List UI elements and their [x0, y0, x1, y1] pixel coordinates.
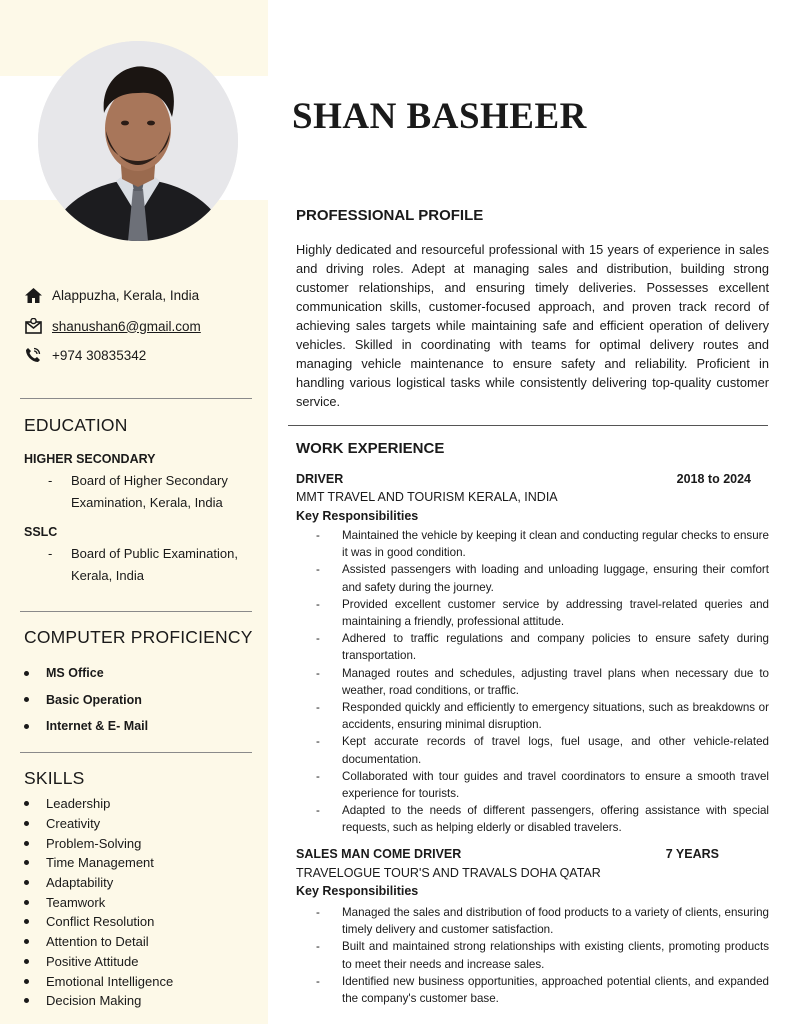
bullet-icon: [24, 860, 29, 865]
responsibility-item: - Identified new business opportunities, approached potential clients, and expanded the company's customer base.: [316, 973, 769, 1007]
key-responsibilities-label: Key Responsibilities: [296, 509, 419, 523]
contact-email[interactable]: [24, 318, 201, 334]
job-header: [296, 472, 751, 486]
computer-heading: COMPUTER PROFICIENCY: [24, 627, 253, 647]
skill-item: [24, 814, 173, 834]
candidate-name: SHAN BASHEER: [292, 96, 587, 137]
skill-item: [24, 932, 173, 952]
responsibility-text: Built and maintained strong relationships with existing clients, promoting products to meet their needs and increase sales.: [342, 940, 769, 971]
skill-label: Leadership: [46, 796, 111, 812]
skill-item: [24, 833, 173, 853]
skill-item: [24, 892, 173, 912]
divider: [20, 611, 252, 612]
job-period: 7 YEARS: [665, 847, 719, 861]
profile-heading: PROFESSIONAL PROFILE: [296, 207, 484, 224]
skill-item: [24, 912, 173, 932]
skill-item: [24, 952, 173, 972]
skill-item: [24, 794, 173, 814]
education-line: Examination, Kerala, India: [71, 495, 223, 510]
education-title: HIGHER SECONDARY: [24, 452, 156, 466]
skills-list: [24, 794, 173, 1011]
responsibility-item: - Maintained the vehicle by keeping it clean and conducting regular checks to ensure it was in good condition.: [316, 527, 769, 561]
responsibility-item: - Built and maintained strong relationships with existing clients, promoting products to meet their needs and increase sales.: [316, 938, 769, 972]
responsibility-text: Maintained the vehicle by keeping it clean and conducting regular checks to ensure it was in good condition.: [342, 529, 769, 560]
bullet-icon: [24, 959, 29, 964]
bullet-icon: [24, 998, 29, 1003]
bullet-icon: [24, 801, 29, 806]
responsibility-item: - Managed routes and schedules, adjusting travel plans when necessary due to weather, road conditions, or traffic.: [316, 665, 769, 699]
contact-phone: [24, 347, 146, 363]
responsibility-text: Kept accurate records of travel logs, fuel usage, and other vehicle-related documentation.: [342, 735, 769, 766]
skill-item: [24, 853, 173, 873]
responsibility-text: Identified new business opportunities, approached potential clients, and expanded the company's customer base.: [342, 974, 769, 1006]
skill-label: Emotional Intelligence: [46, 973, 174, 989]
job-company: MMT TRAVEL AND TOURISM KERALA, INDIA: [296, 490, 558, 504]
bullet-icon: [24, 919, 29, 924]
responsibility-text: Collaborated with tour guides and travel coordinators to ensure a smooth travel experience for tourists.: [342, 769, 769, 801]
list-item: MS Office: [24, 660, 148, 687]
bullet-icon: [24, 821, 29, 826]
home-icon: [24, 287, 42, 303]
education-title: SSLC: [24, 525, 58, 539]
computer-list: [24, 660, 148, 740]
skill-item: [24, 873, 173, 893]
email-link[interactable]: shanushan6@gmail.com: [52, 318, 201, 334]
skill-label: Conflict Resolution: [46, 914, 155, 930]
divider: [20, 398, 252, 399]
job-title: SALES MAN COME DRIVER: [296, 847, 462, 861]
location-text: Alappuzha, Kerala, India: [52, 287, 200, 303]
responsibility-item: - Adhered to traffic regulations and company policies to ensure safety during transportation.: [316, 630, 769, 664]
education-line: Board of Higher Secondary: [71, 473, 228, 488]
responsibility-list: [316, 527, 769, 837]
bullet-icon: [24, 841, 29, 846]
responsibility-item: - Adapted to the needs of different passengers, offering assistance with special requests, such as helping elderly or disabled travelers.: [316, 802, 769, 836]
skills-heading: SKILLS: [24, 768, 85, 788]
skill-label: Decision Making: [46, 993, 142, 1009]
key-responsibilities-label: Key Responsibilities: [296, 884, 419, 898]
responsibility-item: - Managed the sales and distribution of food products to a variety of clients, ensuring timely delivery and customer satisfaction.: [316, 904, 769, 938]
skill-item: [24, 971, 173, 991]
responsibility-item: - Collaborated with tour guides and travel coordinators to ensure a smooth travel experience for tourists.: [316, 768, 769, 802]
responsibility-item: - Provided excellent customer service by addressing travel-related queries and maintaining a friendly, professional attitude.: [316, 596, 769, 630]
job-title: DRIVER: [296, 472, 344, 486]
skill-label: Creativity: [46, 816, 101, 832]
job-company: TRAVELOGUE TOUR'S AND TRAVALS DOHA QATAR: [296, 866, 601, 880]
responsibility-text: Adhered to traffic regulations and company policies to ensure safety during transportation.: [342, 632, 769, 663]
responsibility-text: Assisted passengers with loading and unloading luggage, ensuring their comfort and safety during the journey.: [342, 563, 769, 594]
skill-label: Problem-Solving: [46, 835, 142, 851]
bullet-icon: [24, 900, 29, 905]
responsibility-item: - Assisted passengers with loading and unloading luggage, ensuring their comfort and safety during the journey.: [316, 561, 769, 595]
divider: [20, 752, 252, 753]
list-item: Basic Operation: [24, 687, 148, 714]
phone-text: +974 30835342: [52, 347, 147, 363]
responsibility-list: [316, 904, 769, 1007]
skill-label: Attention to Detail: [46, 934, 149, 950]
email-icon: [24, 318, 42, 334]
education-detail: - Board of Higher Secondary Examination, Kerala, India: [48, 473, 228, 510]
responsibility-text: Adapted to the needs of different passengers, offering assistance with special requests, such as helping elderly or disabled travelers.: [342, 804, 769, 835]
education-line: Board of Public Examination,: [71, 546, 238, 561]
profile-photo: [38, 41, 238, 241]
responsibility-text: Managed routes and schedules, adjusting travel plans when necessary due to weather, road conditions, or traffic.: [342, 666, 769, 697]
responsibility-item: - Responded quickly and efficiently to emergency situations, such as breakdowns or accidents, ensuring minimal disruption.: [316, 699, 769, 733]
education-heading: EDUCATION: [24, 415, 128, 435]
phone-icon: [24, 347, 42, 363]
profile-text: Highly dedicated and resourceful professional with 15 years of experience in sales and driving roles. Adept at managing sales and distribution, building strong customer relationships, and ensuring timely deliveries. Possesses excellent communication skills, customer-focused approach, and proven track record of achieving sales targets while maintaining safe and efficient operation of delivery vehicles. Skilled in coordinating with teams for optimal delivery routes and managing vehicle maintenance to ensure safety and reliability. Proficient in handling various logistical tasks while consistently delivering top-quality customer service.: [296, 242, 769, 409]
divider: [288, 425, 768, 426]
education-detail: - Board of Public Examination, Kerala, India: [48, 546, 238, 583]
bullet-icon: [24, 880, 29, 885]
skill-label: Time Management: [46, 855, 154, 871]
list-item: Internet & E- Mail: [24, 713, 148, 740]
job-header: [296, 847, 719, 861]
responsibility-item: - Kept accurate records of travel logs, fuel usage, and other vehicle-related documentation.: [316, 733, 769, 767]
work-heading: WORK EXPERIENCE: [296, 440, 445, 457]
skill-label: Teamwork: [46, 894, 106, 910]
responsibility-text: Provided excellent customer service by addressing travel-related queries and maintaining a friendly, professional attitude.: [342, 597, 769, 629]
education-line: Kerala, India: [71, 568, 144, 583]
bullet-icon: [24, 979, 29, 984]
skill-item: [24, 991, 173, 1011]
job-period: 2018 to 2024: [676, 472, 751, 486]
bullet-icon: [24, 939, 29, 944]
responsibility-text: Responded quickly and efficiently to emergency situations, such as breakdowns or accidents, ensuring minimal disruption.: [342, 701, 769, 732]
responsibility-text: Managed the sales and distribution of food products to a variety of clients, ensuring timely delivery and customer satisfaction.: [342, 906, 769, 937]
contact-location: [24, 287, 199, 303]
skill-label: Adaptability: [46, 875, 114, 891]
skill-label: Positive Attitude: [46, 953, 139, 969]
